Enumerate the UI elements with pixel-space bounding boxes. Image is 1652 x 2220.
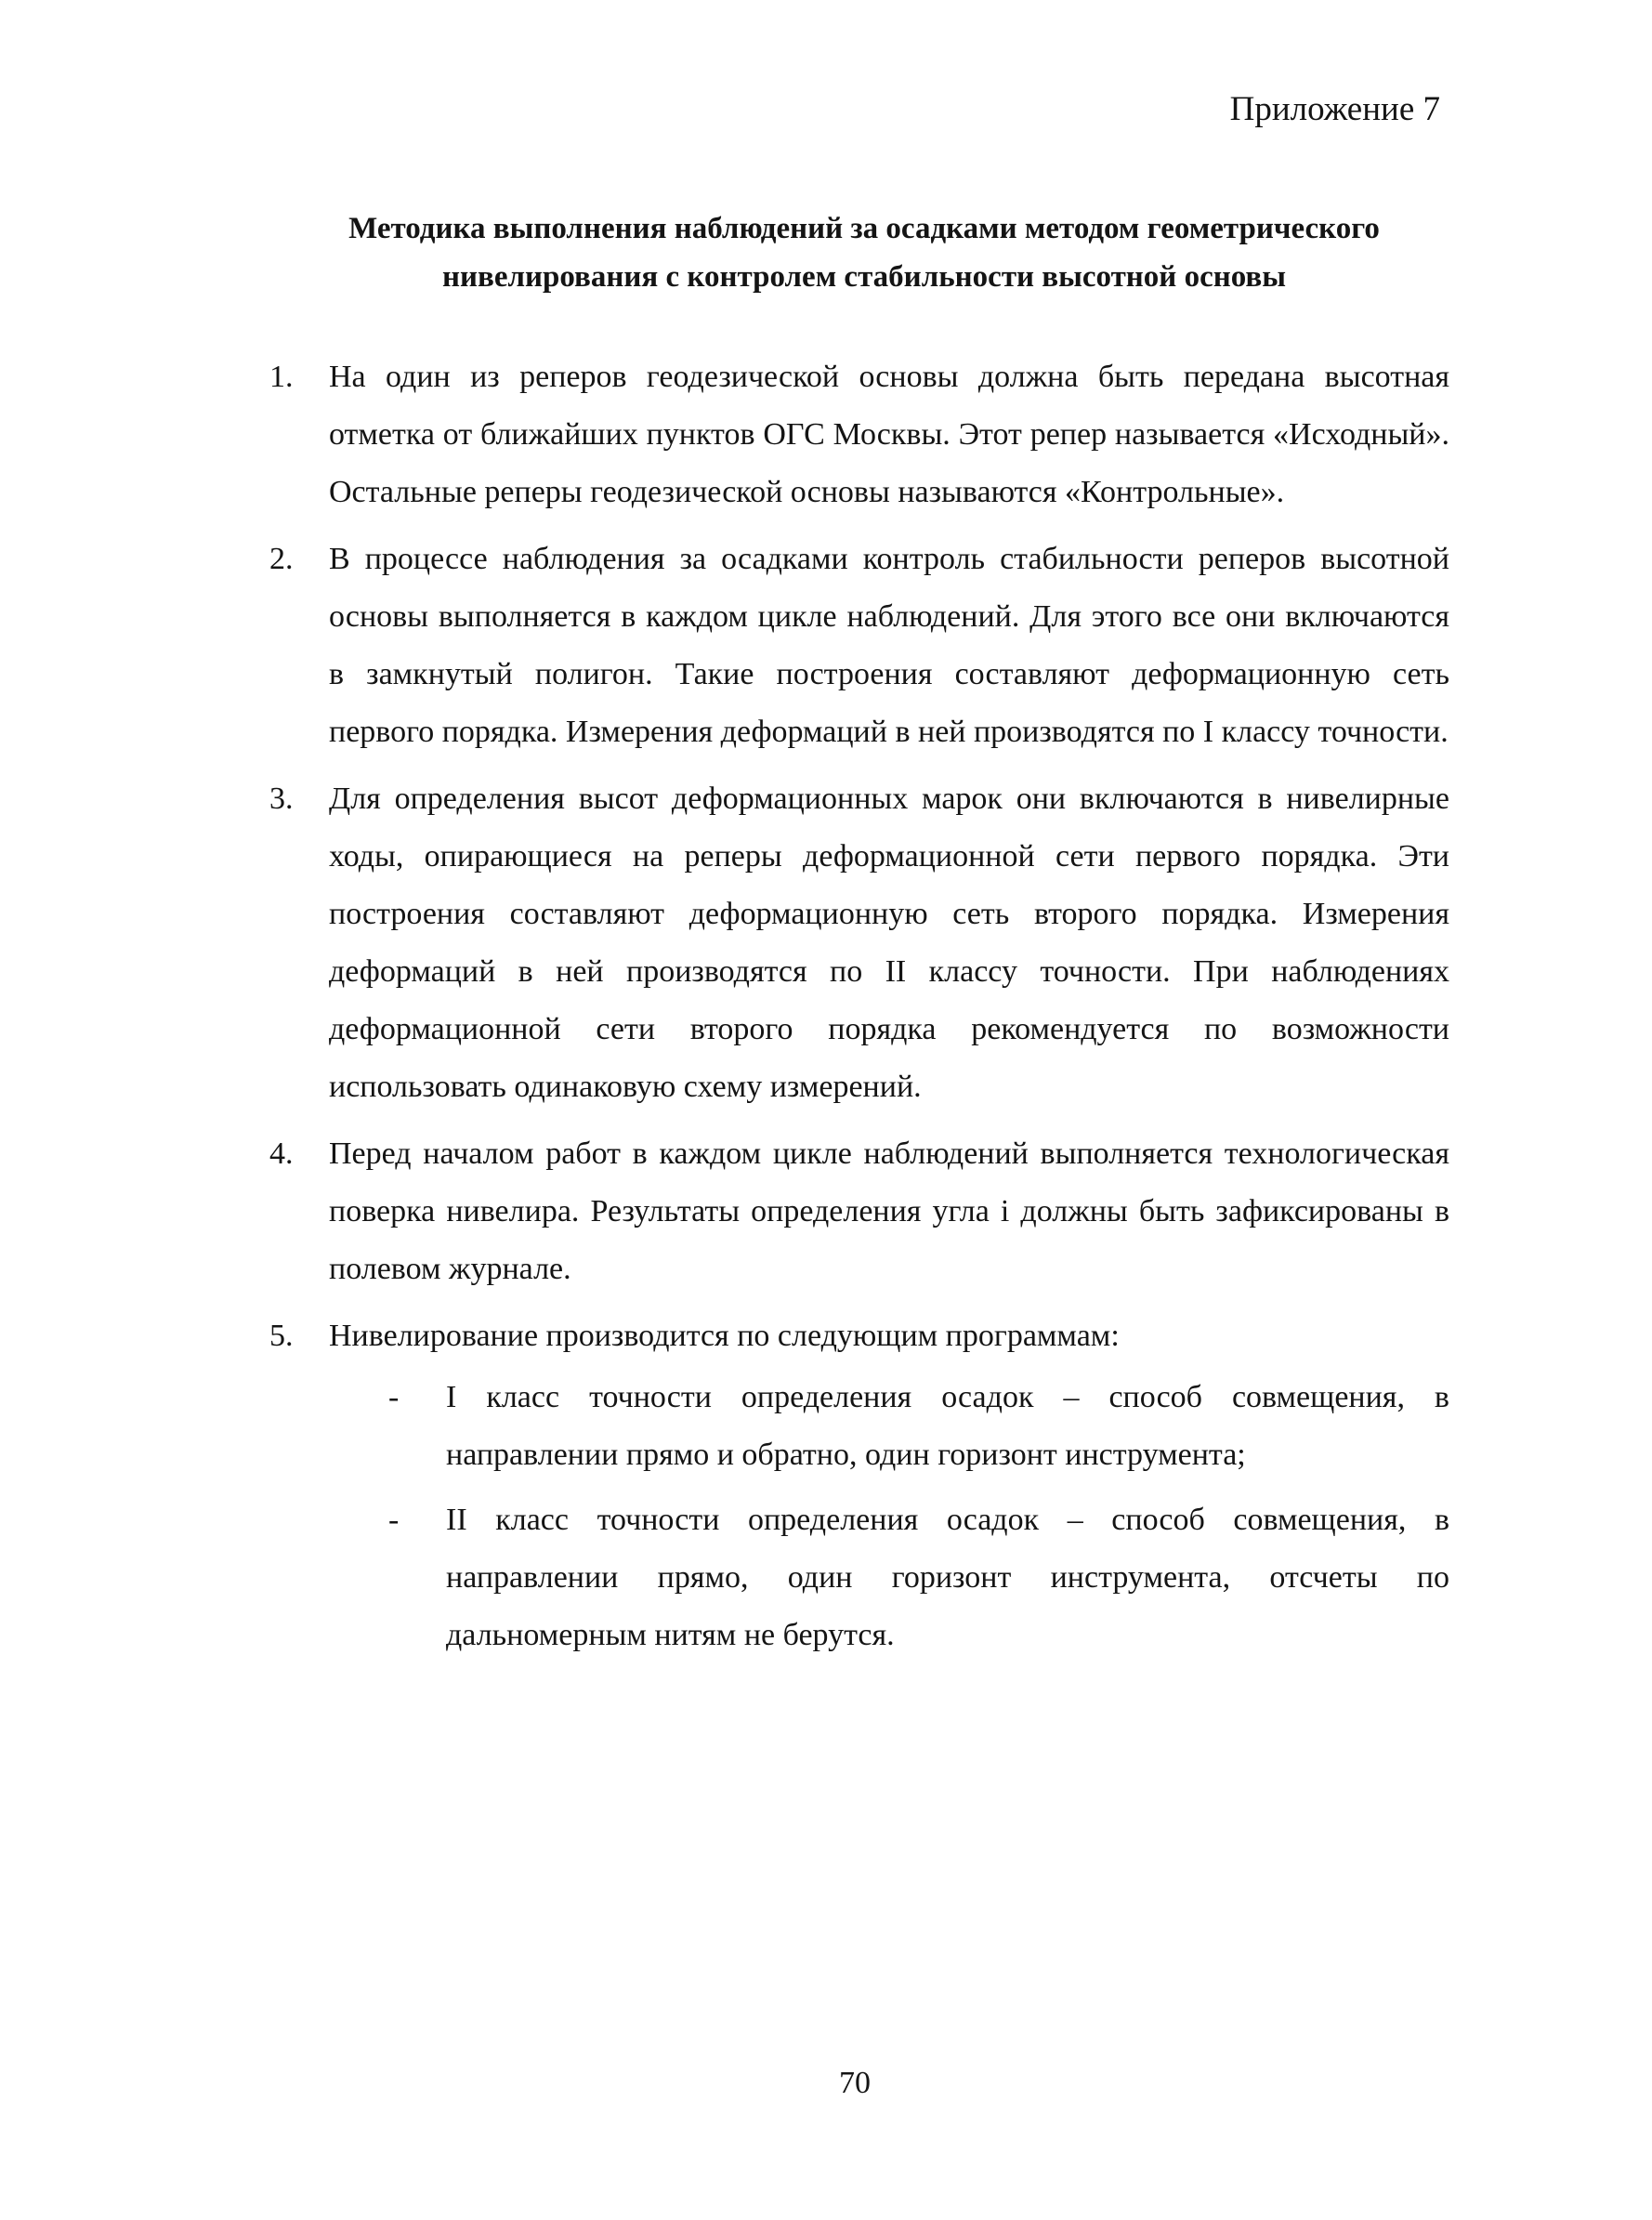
dash-marker: - (388, 1503, 400, 1537)
item-text: На один из реперов геодезической основы должна быть передана высотная отметка от ближайших пунктов ОГС Москвы. Этот репер называется «Исходный». Остальные реперы геодезической основы называются «Контрольные». (329, 360, 1449, 509)
sub-list-item (329, 1491, 1449, 1664)
program-list (329, 1369, 1449, 1664)
item-number: 5. (269, 1319, 294, 1353)
item-text: Для определения высот деформационных марок они включаются в нивелирные ходы, опирающиеся на реперы деформационной сети первого порядка. Эти построения составляют деформационную сеть второго порядка. Измерения деформаций в ней производятся по II классу точности. При наблюдениях деформационной сети второго порядка рекомендуется по возможности использовать одинаковую схему измерений. (329, 782, 1449, 1104)
list-item (269, 531, 1449, 761)
item-text: В процессе наблюдения за осадками контроль стабильности реперов высотной основы выполняется в каждом цикле наблюдений. Для этого все они включаются в замкнутый полигон. Такие построения составляют деформационную сеть первого порядка. Измерения деформаций в ней производятся по I классу точности. (329, 542, 1449, 749)
list-item (269, 348, 1449, 521)
item-number: 1. (269, 360, 294, 394)
dash-marker: - (388, 1380, 400, 1414)
item-text: Нивелирование производится по следующим программам: (329, 1319, 1120, 1353)
list-item (269, 770, 1449, 1116)
list-item (269, 1125, 1449, 1298)
item-number: 2. (269, 542, 294, 576)
list-item (269, 1307, 1449, 1664)
page-number: 70 (839, 2066, 871, 2100)
item-number: 4. (269, 1136, 294, 1171)
item-number: 3. (269, 782, 294, 816)
item-text: Перед началом работ в каждом цикле наблюдений выполняется технологическая поверка нивелира. Результаты определения угла i должны быть зафиксированы в полевом журнале. (329, 1136, 1449, 1286)
sub-item-text: II класс точности определения осадок – способ совмещения, в направлении прямо, один горизонт инструмента, отсчеты по дальномерным нитям не берутся. (446, 1503, 1449, 1652)
appendix-label: Приложение 7 (1229, 90, 1440, 128)
sub-item-text: I класс точности определения осадок – способ совмещения, в направлении прямо и обратно, один горизонт инструмента; (446, 1380, 1449, 1472)
document-title: Методика выполнения наблюдений за осадками методом геометрического нивелирования с контролем стабильности высотной основы (348, 212, 1380, 294)
numbered-list (269, 348, 1449, 1674)
sub-list-item (329, 1369, 1449, 1484)
